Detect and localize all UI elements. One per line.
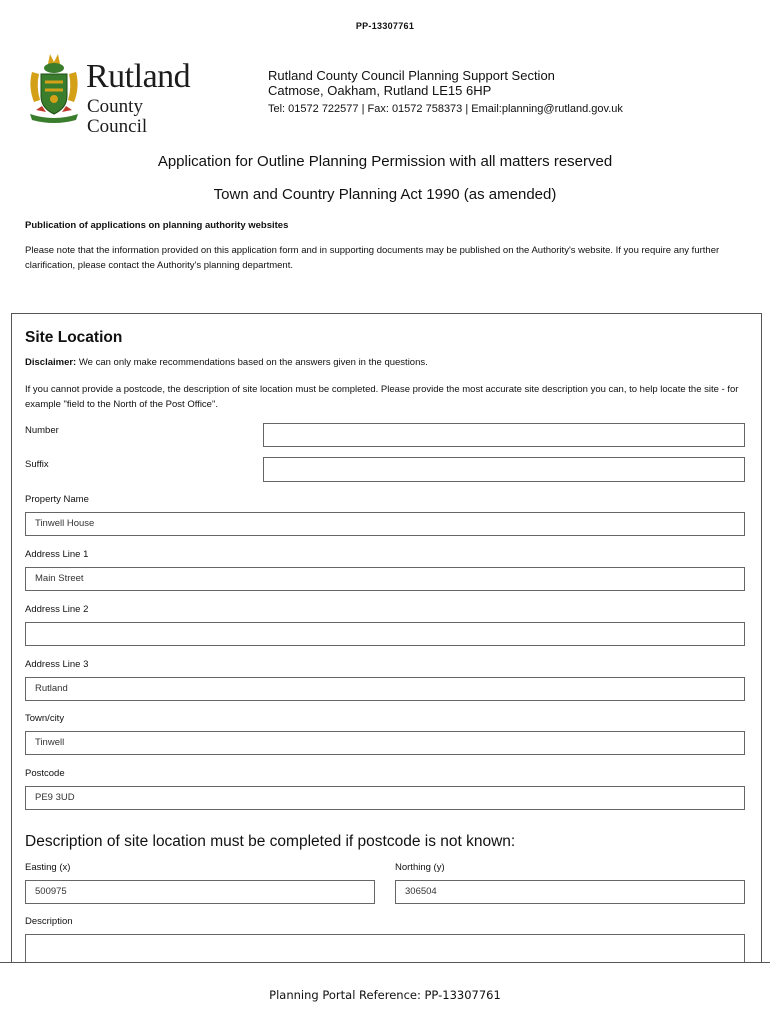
footer-reference: Planning Portal Reference: PP-13307761: [269, 988, 501, 1002]
address-line-1-field[interactable]: Main Street: [25, 567, 745, 591]
address-line-3-field[interactable]: Rutland: [25, 677, 745, 701]
page-divider: [0, 962, 770, 963]
logo-name: Rutland: [86, 58, 191, 95]
easting-label: Easting (x): [25, 862, 71, 873]
description-heading: Description of site location must be completed if postcode is not known:: [25, 833, 516, 850]
publication-heading: Publication of applications on planning authority websites: [25, 220, 289, 231]
address-line-1-label: Address Line 1: [25, 549, 89, 560]
section-title: Site Location: [25, 329, 123, 346]
logo-subtitle: County Council: [87, 96, 148, 137]
number-label: Number: [25, 425, 59, 436]
council-address-line: Catmose, Oakham, Rutland LE15 6HP: [268, 83, 492, 98]
northing-field[interactable]: 306504: [395, 880, 745, 904]
disclaimer-label: Disclaimer:: [25, 357, 77, 368]
disclaimer-text: We can only make recommendations based on the answers given in the questions.: [78, 357, 428, 368]
publication-text: Please note that the information provided on this application form and in supporting documents may be published on the Authority's website. If you require any further clarification, please contact the Authority's planning department.: [25, 245, 720, 271]
council-office-line: Rutland County Council Planning Support Section: [268, 68, 555, 83]
suffix-field[interactable]: [263, 457, 745, 482]
council-contact: [268, 68, 623, 117]
property-name-label: Property Name: [25, 494, 89, 505]
northing-label: Northing (y): [395, 862, 445, 873]
site-location-note: If you cannot provide a postcode, the description of site location must be completed. Please provide the most accurate site description you can, to help locate the site - for example "field to the North of the Post Office".: [25, 384, 739, 410]
council-logo: [26, 52, 201, 137]
description-label: Description: [25, 916, 73, 927]
property-name-field[interactable]: Tinwell House: [25, 512, 745, 536]
coat-of-arms-crest-icon: [26, 52, 82, 128]
council-contact-line: Tel: 01572 722577 | Fax: 01572 758373 | Email:planning@rutland.gov.uk: [268, 103, 623, 115]
act-title: Town and Country Planning Act 1990 (as amended): [213, 186, 557, 203]
easting-field[interactable]: 500975: [25, 880, 375, 904]
disclaimer: [25, 357, 428, 368]
town-city-field[interactable]: Tinwell: [25, 731, 745, 755]
document-reference: PP-13307761: [355, 21, 415, 31]
address-line-3-label: Address Line 3: [25, 659, 89, 670]
number-field[interactable]: [263, 423, 745, 447]
postcode-label: Postcode: [25, 768, 65, 779]
town-city-label: Town/city: [25, 713, 65, 724]
suffix-label: Suffix: [25, 459, 49, 470]
page-title: Application for Outline Planning Permission with all matters reserved: [157, 153, 613, 170]
address-line-2-label: Address Line 2: [25, 604, 89, 615]
postcode-field[interactable]: PE9 3UD: [25, 786, 745, 810]
address-line-2-field[interactable]: [25, 622, 745, 646]
